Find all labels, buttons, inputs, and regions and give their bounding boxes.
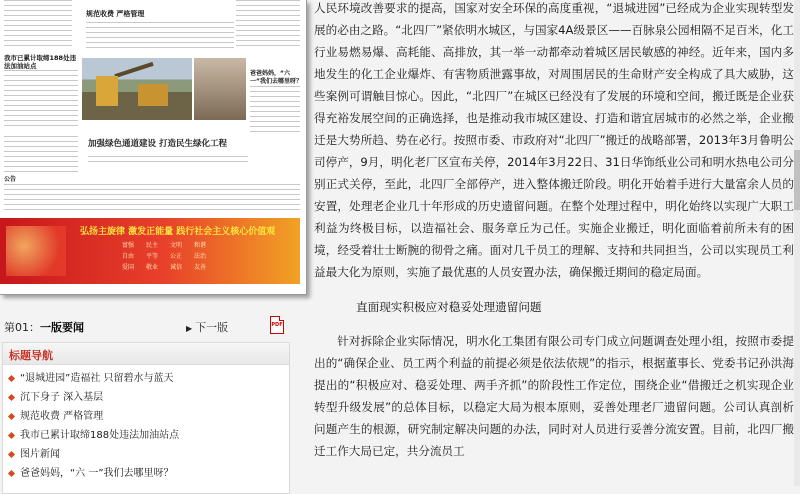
text-block bbox=[236, 0, 300, 50]
text-block bbox=[4, 70, 78, 130]
pdf-icon[interactable]: PDF bbox=[270, 316, 284, 334]
bullet-icon bbox=[8, 431, 15, 438]
play-arrow-icon: ▶ bbox=[186, 324, 193, 333]
banner-values: 富强 民主 文明 和谐 自由 平等 公正 法治 爱国 敬业 诚信 友善 bbox=[121, 242, 206, 271]
page-scrollbar[interactable] bbox=[794, 0, 800, 486]
nav-item[interactable]: 我市已累计取缔188处违法加油站点 bbox=[9, 426, 289, 445]
bullet-icon bbox=[8, 450, 15, 457]
scrollbar-thumb[interactable] bbox=[794, 150, 800, 210]
bullet-icon bbox=[8, 412, 15, 419]
nav-title: 标题导航 bbox=[3, 343, 289, 365]
text-block bbox=[4, 136, 78, 172]
nav-item[interactable]: 规范收费 严格管理 bbox=[9, 407, 289, 426]
nav-item[interactable]: 沉下身子 深入基层 bbox=[9, 388, 289, 407]
banner-title: 弘扬主旋律 激发正能量 践行社会主义核心价值观 bbox=[80, 227, 276, 237]
article-subheading: 直面现实积极应对稳妥处理遗留问题 bbox=[356, 300, 542, 314]
title-navigation bbox=[2, 342, 290, 494]
article-body bbox=[314, 0, 794, 486]
headline: 规范收费 严格管理 bbox=[86, 10, 145, 18]
page-navigator bbox=[0, 314, 316, 336]
text-block bbox=[4, 0, 72, 50]
news-photo bbox=[194, 58, 246, 120]
text-block bbox=[86, 22, 234, 52]
bullet-icon bbox=[8, 393, 15, 400]
bullet-icon bbox=[8, 374, 15, 381]
newspaper-page-thumbnail[interactable] bbox=[0, 0, 307, 295]
article-paragraph: 针对拆除企业实际情况，明水化工集团有限公司专门成立问题调查处理小组，按照市委提出的“确保企业、员工两个利益的前提必须是依法依规”的指示，根据董事长、党委书记孙洪海提出的“积极应对、稳妥处理、两手齐抓”的阶段性工作定位，围绕企业“借搬迁之机实现企业转型升级发展”的总体目标，以稳定大局为根本原则，妥善处理老厂遗留问题。公司认真剖析问题产生的根源，研究制定解决问题的办法，同时对人员进行妥善分流安置。目前，北四厂搬迁工作大局已定，共分流员工 bbox=[314, 334, 794, 458]
nav-item[interactable]: 爸爸妈妈，“六 一”我们去哪里呀？ bbox=[9, 464, 289, 483]
text-block bbox=[250, 86, 300, 136]
propaganda-banner bbox=[0, 218, 300, 284]
news-photo bbox=[82, 58, 192, 120]
nav-item[interactable]: “退城进园”造福社 只留碧水与蓝天 bbox=[9, 369, 289, 388]
nav-item[interactable]: 图片新闻 bbox=[9, 445, 289, 464]
article-paragraph: 人民环境改善要求的提高，国家对安全环保的高度重视，“退城进园”已经成为企业实现转型发展的必由之路。“北四厂”紧依明水城区，与国家4A级景区——百脉泉公园相隔不足百米，化工行业易燃易爆、高耗能、高排放，其一举一动都牵动着城区居民敏感的神经。近年来，国内多地发生的化工企业爆炸、有害物质泄露事故，对周围居民的生命财产安全构成了具大威胁，这些案例可谓触目惊心。因此，“北四厂”在城区已经没有了发展的环境和空间，搬迁既是企业获得充裕发展空间的正确选择，也是推动我市城区建设、打造和谐宜居城市的必然之举，企业搬迁是大势所趋、势在必行。按照市委、市政府对“北四厂”搬迁的战略部署，2013年3月鲁明公司停产，9月，明化老厂区宣布关停，2014年3月22日、31日华饰纸业公司和明水热电公司分别正式关停，至此，北四厂全部停产，进入整体搬迁阶段。明化开始着手进行大量富余人员的安置，处理老企业几十年形成的历史遗留问题。在整个处理过程中，明化始终以实现广大职工利益为终极目标，以造福社会、服务章丘为己任。实施企业搬迁，明化面临着前所未有的困境，经受着壮士断腕的彻骨之痛。面对几千员工的理解、支持和共同担当，公司以实现员工利益最大化为原则，实施了最优惠的人员安置办法，确保搬迁期间的稳定局面。 bbox=[314, 1, 794, 279]
headline: 我市已累计取缔188处违法加油站点 bbox=[4, 54, 77, 70]
current-page: 第01：一版要闻 bbox=[4, 321, 84, 334]
headline: 加强绿色通道建设 打造民生绿化工程 bbox=[88, 139, 227, 149]
bullet-icon bbox=[8, 469, 15, 476]
section-label: 公告 bbox=[4, 176, 17, 183]
text-block bbox=[4, 184, 300, 214]
text-block bbox=[88, 156, 248, 164]
headline: 爸爸妈妈，“六一”我们去哪里呀？ bbox=[250, 70, 302, 85]
left-panel bbox=[0, 0, 316, 486]
next-page-link[interactable]: ▶ 下一版 bbox=[186, 321, 229, 334]
